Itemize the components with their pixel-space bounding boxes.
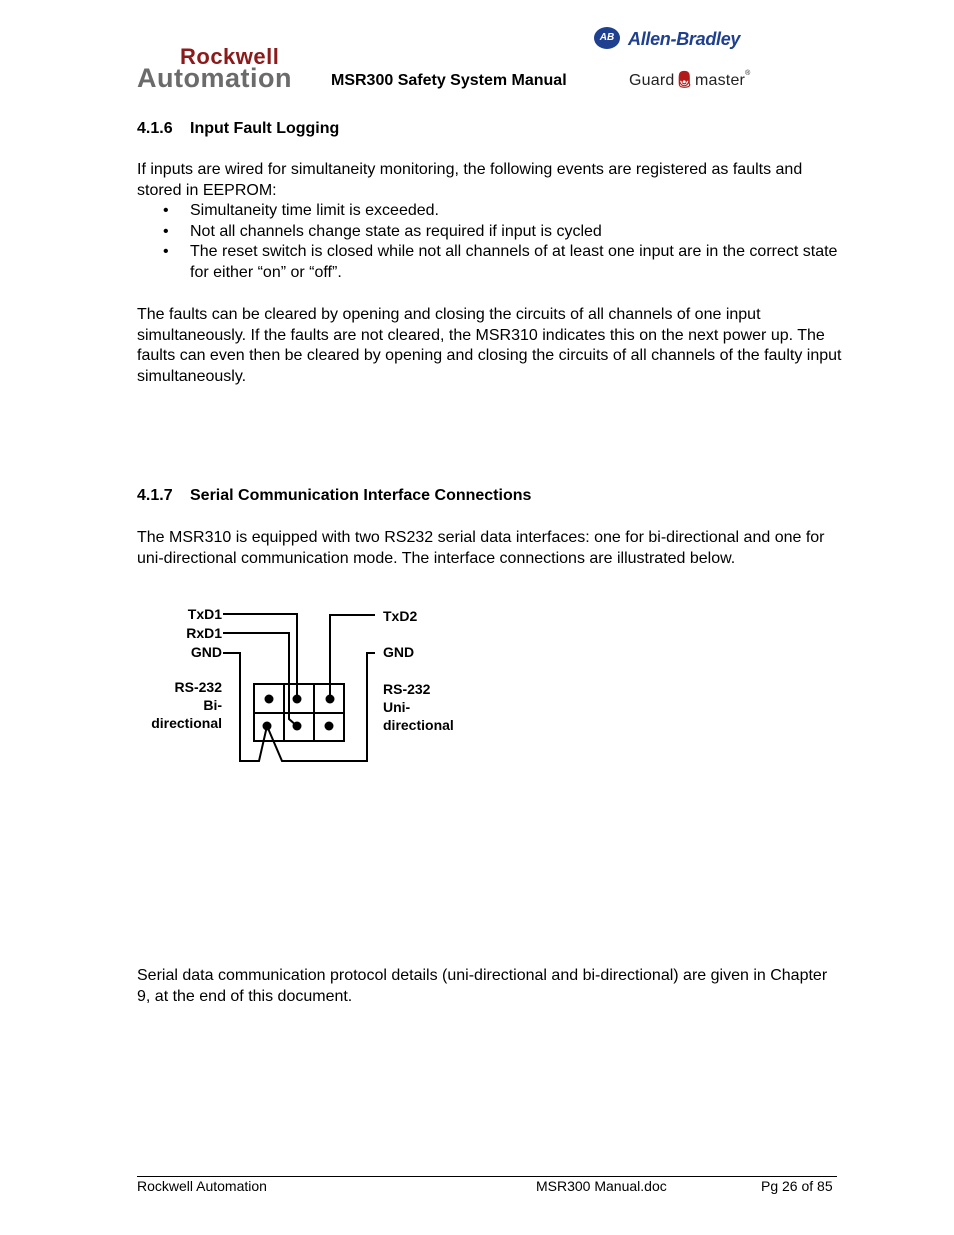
caption-line: Bi-: [203, 697, 222, 713]
section-heading-serial-interface: [137, 487, 531, 505]
allen-bradley-logo: Allen-Bradley: [628, 29, 741, 49]
logo-line-automation: Automation: [137, 63, 292, 93]
section-number: 4.1.6: [137, 120, 173, 137]
logo-line-rockwell: Rockwell: [180, 44, 280, 69]
list-item: • Simultaneity time limit is exceeded.: [137, 201, 842, 222]
caption-rs232-uni: [383, 680, 454, 734]
rockwell-automation-logo: [137, 44, 312, 92]
pin-dot: [265, 695, 274, 704]
registered-mark: ®: [745, 70, 751, 77]
section-heading-input-fault-logging: [137, 120, 339, 138]
section-title: Serial Communication Interface Connections: [190, 487, 532, 504]
section-number: 4.1.7: [137, 487, 173, 504]
pin-dot: [325, 722, 334, 731]
label-gnd-bi: GND: [190, 644, 222, 660]
caption-line: RS-232: [383, 681, 431, 697]
footer-divider: [137, 1176, 837, 1177]
caption-rs232-bi: [151, 678, 222, 732]
caption-line: Uni-: [383, 699, 411, 715]
paragraph-intro: If inputs are wired for simultaneity monitoring, the following events are registered as faults and stored in EEPROM:: [137, 161, 803, 199]
footer-page-number: Pg 26 of 85: [761, 1178, 833, 1194]
caption-line: RS-232: [174, 679, 222, 695]
guardmaster-logo: [629, 70, 750, 90]
caption-line: directional: [151, 715, 222, 731]
fault-event-list: [137, 201, 842, 283]
list-item: • Not all channels change state as required if input is cycled: [137, 222, 842, 243]
wire-txd1: [223, 614, 297, 699]
footer-filename: MSR300 Manual.doc: [536, 1178, 667, 1194]
list-item: • The reset switch is closed while not all channels of at least one input are in the correct state for either “on” or “off”.: [137, 242, 842, 283]
guardmaster-part-b: master: [694, 72, 746, 89]
rs232-connector-diagram: [137, 600, 477, 770]
guardsman-icon: 💂︎: [674, 72, 695, 89]
caption-line: directional: [383, 717, 454, 733]
section-title: Input Fault Logging: [190, 120, 340, 137]
label-gnd-uni: GND: [383, 644, 415, 660]
wire-gnd-shared: [223, 653, 375, 761]
allen-bradley-badge-icon: AB: [594, 27, 620, 49]
wire-txd2: [330, 615, 375, 699]
document-title: MSR300 Safety System Manual: [331, 72, 567, 89]
label-txd2: TxD2: [383, 608, 418, 624]
guardmaster-part-a: Guard: [629, 72, 675, 89]
label-rxd1: RxD1: [186, 625, 222, 641]
pin-dot: [293, 695, 302, 704]
pin-dot: [326, 695, 335, 704]
paragraph-serial-intro: The MSR310 is equipped with two RS232 serial data interfaces: one for bi-directional and one for uni-directional communication mode. The interface connections are illustrated below.: [137, 529, 825, 567]
paragraph-protocol-reference: Serial data communication protocol details (uni-directional and bi-directional) are given in Chapter 9, at the end of this document.: [137, 967, 828, 1005]
footer-company: Rockwell Automation: [137, 1178, 267, 1194]
pin-dot: [293, 722, 302, 731]
label-txd1: TxD1: [187, 606, 222, 622]
paragraph-fault-clearing: The faults can be cleared by opening and closing the circuits of all channels of one input simultaneously. If the faults are not cleared, the MSR310 indicates this on the next power up. The faults can even then be cleared by opening and closing the circuits of all channels of the faulty input simultaneously.: [137, 306, 842, 385]
pin-dot: [263, 722, 272, 731]
